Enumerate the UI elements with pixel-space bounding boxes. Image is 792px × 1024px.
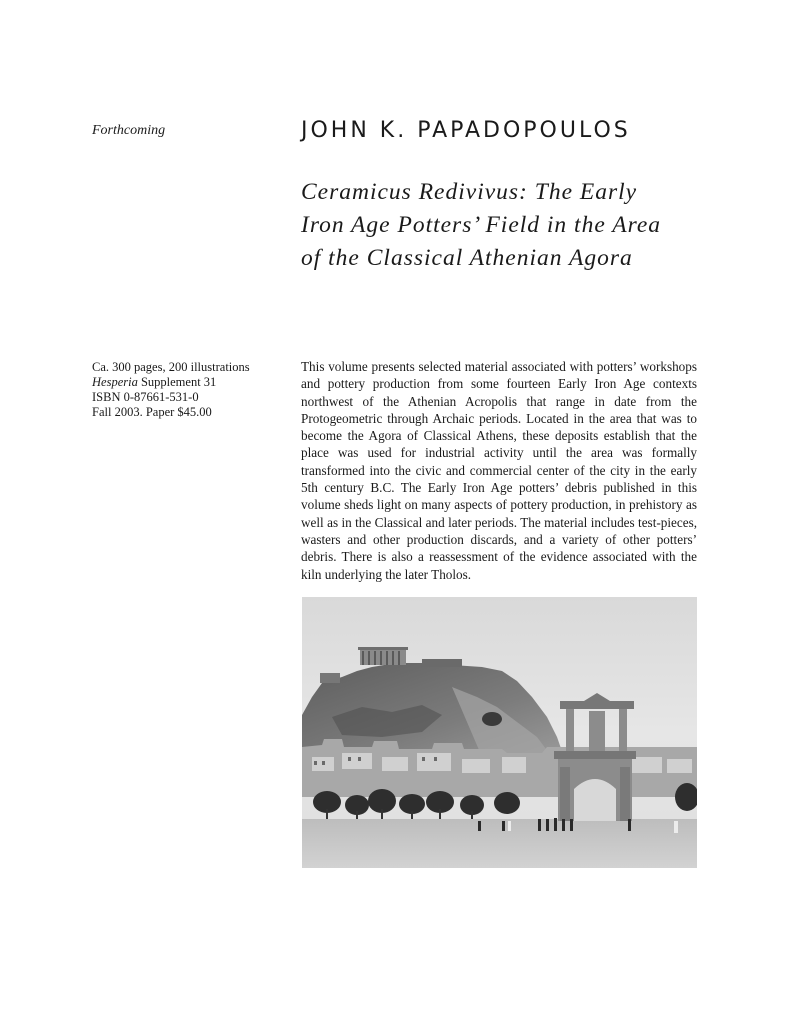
acropolis-photo [302,597,697,868]
series [92,375,250,390]
page-count: Ca. 300 pages, 200 illustrations [92,360,250,374]
isbn: ISBN 0-87661-531-0 [92,390,199,404]
title-line: Iron Age Potters’ Field in the Area [301,212,662,238]
series-name: Hesperia [92,375,138,389]
description [301,358,697,583]
title-line: Ceramicus Redivivus: The Early [301,179,638,205]
book-title [301,176,721,275]
author-name: JOHN K. PAPADOPOULOS [301,118,631,143]
book-details [92,360,250,420]
series-number: Supplement 31 [137,375,217,389]
title-line: of the Classical Athenian Agora [301,245,633,271]
price: Fall 2003. Paper $45.00 [92,405,212,419]
description-paragraph: This volume presents selected material associated with potters’ workshops and pottery production from some fourteen Early Iron Age contexts northwest of the Athenian Acropolis that range in date from the Protogeometric through Archaic periods. Located in the area that was to become the Agora of Classical Athens, these deposits establish that the place was used for industrial activity until the area was formally transformed into the civic and commercial center of the city in the early 5th century B.C. The Early Iron Age potters’ debris published in this volume sheds light on many aspects of pottery production, in prehistory as well as in the Classical and later periods. The material includes test-pieces, wasters and other production discards, and a variety of other potters’ debris. There is also a reassessment of the evidence associated with the kiln underlying the later Tholos. [301,359,697,582]
forthcoming-label: Forthcoming [92,123,166,138]
